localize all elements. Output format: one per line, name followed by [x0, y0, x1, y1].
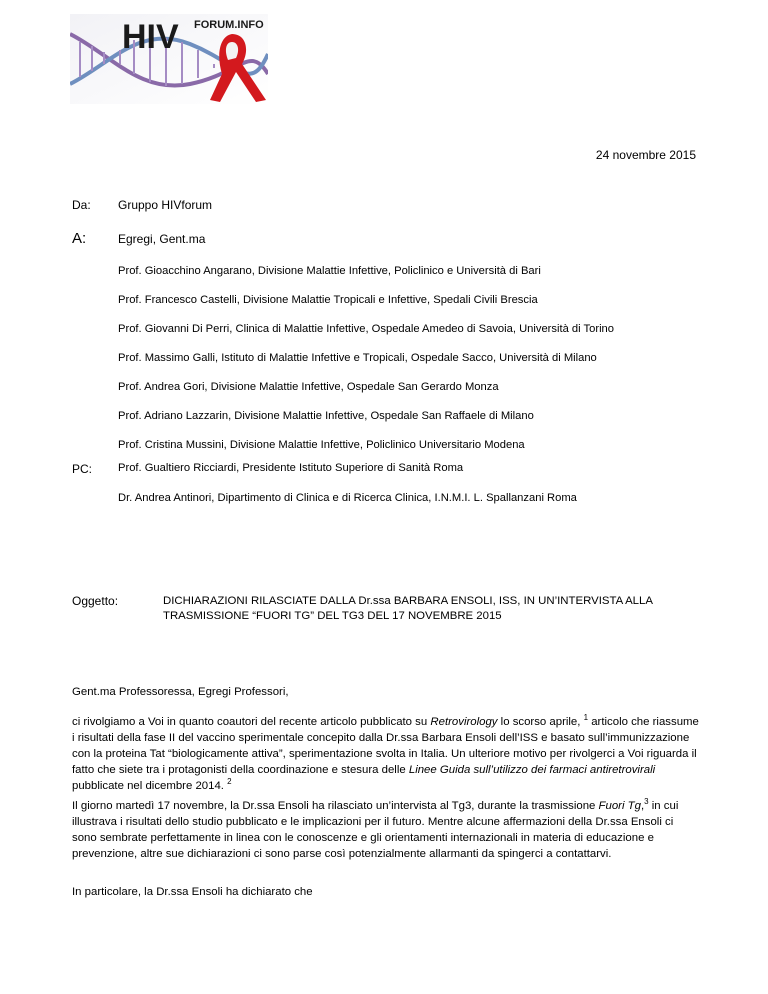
- paragraph-2: [72, 798, 700, 862]
- subject-label: Oggetto:: [72, 594, 119, 608]
- p2-text-b: ,: [640, 800, 645, 812]
- subject-line-1: DICHIARAZIONI RILASCIATE DALLA Dr.ssa BARBARA ENSOLI, ISS, IN UN’INTERVISTA ALLA: [163, 595, 653, 607]
- paragraph-1: [72, 714, 700, 794]
- paragraph-3: In particolare, la Dr.ssa Ensoli ha dichiarato che: [72, 886, 313, 898]
- to-salutation: Egregi, Gent.ma: [118, 232, 206, 246]
- p1-guidelines: Linee Guida sull’utilizzo dei farmaci antiretrovirali: [408, 764, 656, 776]
- footnote-ref-2: 2: [227, 777, 232, 787]
- recipient-item: Prof. Adriano Lazzarin, Divisione Malattie Infettive, Ospedale San Raffaele di Milano: [118, 410, 534, 422]
- recipient-item: Prof. Giovanni Di Perri, Clinica di Malattie Infettive, Ospedale Amedeo di Savoia, Università di Torino: [118, 323, 615, 335]
- recipient-item: Prof. Andrea Gori, Divisione Malattie Infettive, Ospedale San Gerardo Monza: [118, 381, 499, 393]
- footnote-ref-3: 3: [644, 797, 649, 807]
- cc-list: [118, 491, 577, 520]
- subject-line-2: TRASMISSIONE “FUORI TG” DEL TG3 DEL 17 NOVEMBRE 2015: [163, 610, 502, 622]
- p2-text-c: in cui illustrava i risultati dello studio pubblicato e le implicazioni per il futuro. Mentre alcune affermazioni della Dr.ssa Ensoli ci sono sembrate perfettamente in linea con le conoscenze e gli orientamenti internazionali in materia di educazione e prevenzione, altre sue dichiarazioni ci sono parse così potenzialmente allarmanti da spingerci a contattarvi.: [72, 800, 679, 860]
- p2-text-a: Il giorno martedì 17 novembre, la Dr.ssa Ensoli ha rilasciato un’intervista al Tg3, durante la trasmissione: [72, 800, 599, 812]
- from-value: Gruppo HIVforum: [118, 198, 213, 212]
- recipient-list: [118, 264, 614, 467]
- cc-first: Prof. Gualtiero Ricciardi, Presidente Istituto Superiore di Sanità Roma: [118, 462, 464, 474]
- letter-date: 24 novembre 2015: [595, 148, 696, 162]
- p1-text-a: ci rivolgiamo a Voi in quanto coautori del recente articolo pubblicato su: [72, 716, 431, 728]
- from-label: Da:: [72, 198, 91, 212]
- p1-text-d: pubblicate nel dicembre 2014.: [72, 780, 228, 792]
- p2-show: Fuori Tg: [598, 800, 641, 812]
- logo-hiv-text: HIV: [122, 18, 179, 56]
- to-label: A:: [72, 230, 87, 247]
- p1-text-b: lo scorso aprile,: [497, 716, 584, 728]
- greeting: Gent.ma Professoressa, Egregi Professori,: [72, 686, 289, 698]
- p1-journal: Retrovirology: [430, 716, 498, 728]
- cc-label: PC:: [72, 462, 93, 476]
- recipient-item: Prof. Gioacchino Angarano, Divisione Malattie Infettive, Policlinico e Università di Bari: [118, 265, 541, 277]
- recipient-item: Prof. Massimo Galli, Istituto di Malattie Infettive e Tropicali, Ospedale Sacco, Università di Milano: [118, 352, 597, 364]
- recipient-item: Prof. Francesco Castelli, Divisione Malattie Tropicali e Infettive, Spedali Civili Brescia: [118, 294, 538, 306]
- logo-forum-text: FORUM.INFO: [194, 19, 264, 31]
- hivforum-logo: [70, 14, 268, 104]
- subject-text: [163, 594, 683, 624]
- recipient-item: Prof. Cristina Mussini, Divisione Malattie Infettive, Policlinico Universitario Modena: [118, 439, 525, 451]
- cc-item: Dr. Andrea Antinori, Dipartimento di Clinica e di Ricerca Clinica, I.N.M.I. L. Spallanzani Roma: [118, 492, 577, 504]
- footnote-ref-1: 1: [583, 713, 589, 723]
- p1-text-c: articolo che riassume i risultati della fase II del vaccino sperimentale concepito dalla Dr.ssa Barbara Ensoli dell’ISS e basato sull’immunizzazione con la proteina Tat “biologicamente attiva”, sperimentazione svolta in Italia. Un ulteriore motivo per rivolgerci a Voi riguarda il fatto che siete tra i protagonisti della coordinazione e stesura delle: [72, 716, 699, 776]
